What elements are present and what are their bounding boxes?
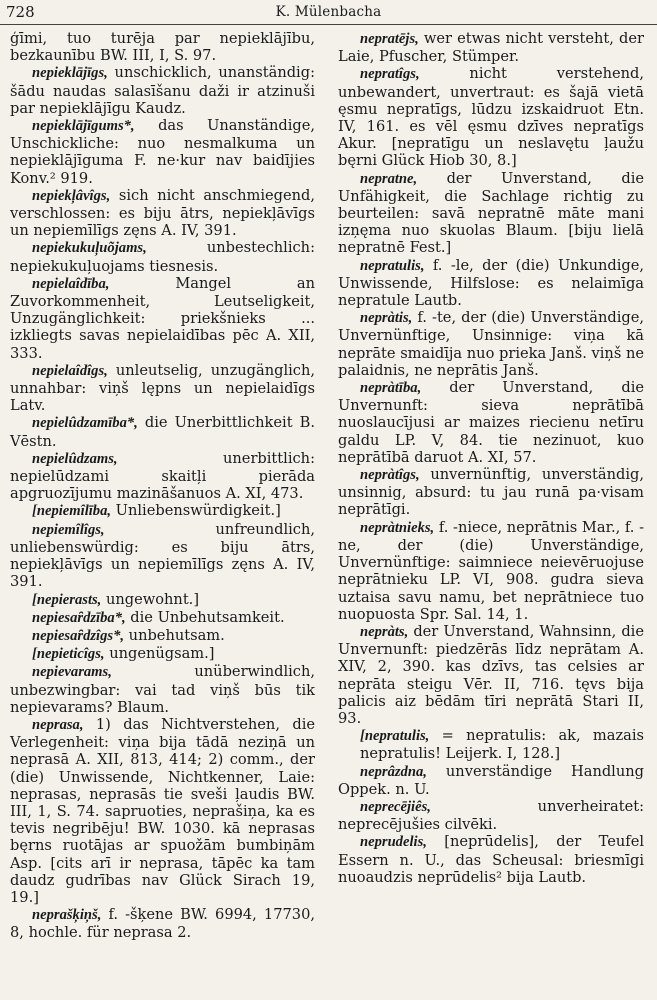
- dictionary-entry: [10, 609, 315, 627]
- entry-definition: der Unverstand, die Unfähigkeit, die Sachlage richtig zu beurteilen: savā nepratnē māte mani izņęma nuo skuolas Blaum. [biju lielā nepratnē Fest.]: [338, 169, 644, 257]
- dictionary-entry: [10, 117, 315, 187]
- page-number: 728: [6, 3, 35, 21]
- entry-headword: nepielûdzams,: [32, 450, 118, 467]
- entry-definition: unvernünftig, unverständig, unsinnig, absurd: tu jau runā pa·visam neprātīgi.: [338, 466, 644, 519]
- dictionary-entry: [338, 833, 644, 886]
- dictionary-entry: [10, 414, 315, 449]
- entry-headword: [nepratulis,: [360, 728, 430, 745]
- entry-headword: nepieklājīgums*,: [32, 118, 135, 135]
- dictionary-entry: [32, 591, 315, 609]
- entry-headword: [nepieticîgs,: [32, 646, 105, 663]
- entry-definition: = nepratulis: ak, mazais nepratulis! Leijerk. I, 128.]: [360, 727, 644, 763]
- dictionary-entry: [10, 663, 315, 716]
- entry-headword: nepievarams,: [32, 664, 112, 681]
- dictionary-entry: [10, 275, 315, 362]
- entry-definition: der Unverstand, die Unvernunft: sieva neprātībā nuoslaucījusi ar maizes riecienu netīru galdu LP. V, 84. tie nezinuot, kuo neprātībā daruot A. XI, 57.: [338, 379, 644, 466]
- entry-definition: die Unbehutsamkeit.: [125, 608, 285, 626]
- entry-headword: neprudelis,: [360, 834, 427, 851]
- entry-definition: unschicklich, unanständig: šādu naudas salasīšanu daži ir atzinuši par nepieklājīgu Kaudz.: [10, 64, 315, 117]
- entry-definition: f. -le, der (die) Unkundige, Unwissende, Hilfslose: es nelaimīga nepratule Lautb.: [338, 256, 644, 310]
- entry-headword: nepielaîdība,: [32, 275, 110, 292]
- dictionary-entry: [10, 716, 315, 906]
- entry-headword: nepiekukuļuõjams,: [32, 240, 147, 257]
- entry-definition: unüberwindlich, unbezwingbar: vai tad viņš būs tik nepievarams? Blaum.: [10, 663, 315, 716]
- dictionary-entry: [10, 450, 315, 503]
- entry-headword: nepratne,: [360, 170, 418, 187]
- entry-definition: nicht verstehend, unbewandert, unvertraut: es šajā vietā ęsmu nepratīgs, lūdzu izskaidruot Etn. IV, 161. es vēl ęsmu dzīves nepratīgs Akur. [nepratīgu un neslavętu ļaužu bęrni Glück Hiob 30, 8.]: [338, 65, 644, 170]
- dictionary-entry: [10, 30, 315, 64]
- page-header: [0, 0, 657, 25]
- entry-headword: neprasa,: [32, 716, 84, 733]
- dictionary-entry: [32, 502, 315, 520]
- entry-definition: unverheiratet: neprecējušies cilvēki.: [338, 797, 644, 834]
- entry-definition: [neprūdelis], der Teufel Essern n. U., das Scheusal: briesmīgi nuoaudzis neprūdelis² bija Lautb.: [338, 833, 644, 886]
- entry-definition: unfreundlich, unliebenswürdig: es biju ātrs, nepiekļāvīgs un nepiemīlīgs zęns A. IV, 391.: [10, 520, 315, 591]
- entry-definition: der Unverstand, Wahnsinn, die Unvernunft: piedzērās līdz neprātam A. XIV, 2, 390. kas dzīvs, tas celsies ar neprāta steigu Vēr. II, 716. tęvs bija palicis aiz bēdām tīri neprātā Stari II, 93.: [338, 622, 644, 727]
- dictionary-entry: [338, 763, 644, 798]
- dictionary-entry: [10, 521, 315, 591]
- entry-headword: nepràtība,: [360, 380, 422, 397]
- entry-headword: nepielaîdîgs,: [32, 362, 108, 379]
- dictionary-entry: [338, 379, 644, 466]
- dictionary-entry: [338, 466, 644, 519]
- dictionary-entry: [10, 906, 315, 941]
- entry-definition: f. -šķene BW. 6994, 17730, 8, hochle. für neprasa 2.: [10, 906, 315, 942]
- left-column: [10, 30, 315, 942]
- entry-headword: nepràtîgs,: [360, 467, 420, 484]
- entry-headword: [nepiemîlība,: [32, 503, 112, 520]
- dictionary-entry: [10, 627, 315, 645]
- entry-headword: nepratîgs,: [360, 66, 420, 83]
- dictionary-entry: [338, 257, 644, 310]
- right-column: [338, 30, 644, 886]
- entry-definition: Unliebenswürdigkeit.]: [111, 502, 281, 520]
- entry-headword: nepiemîlîgs,: [32, 521, 105, 538]
- entry-headword: [nepierasts,: [32, 591, 102, 608]
- dictionary-entry: [338, 519, 644, 623]
- entry-headword: nepielûdzamība*,: [32, 415, 138, 432]
- entry-headword: neprâzdna,: [360, 763, 427, 780]
- entry-definition: 1) das Nichtverstehen, die Verlegenheit: viņa bija tādā neziņā un neprasā A. XII, 813, 414; 2) comm., der (die) Unwissende, Nichtkenner, Laie: neprasas, neprasās tie sveši ļaudis BW. III, 1, S. 74. sapruoties, neprašiņa, ka es tevis negribēju! BW. 1030. kā neprasas bęrns ruotājas ar spuožām bumbiņām Asp. [cits arī ir neprasa, tāpēc ka tam daudz gudrības nav Glück Sirach 19, 19.]: [10, 715, 315, 906]
- entry-definition: ungewohnt.]: [101, 590, 200, 608]
- entry-headword: nepratulis,: [360, 257, 425, 274]
- dictionary-entry: [10, 239, 315, 274]
- dictionary-entry: [32, 645, 315, 663]
- entry-definition: f. -te, der (die) Unverständige, Unvernünftige, Unsinnige: viņa kā neprāte smaidīja nuo prieka Janš. viņš ne palaidnis, ne neprātis Janš.: [338, 309, 644, 379]
- entry-definition: Mangel an Zuvorkommenheit, Leutseligkeit, Unzugänglichkeit: priekšnieks ... izkliegts savas nepielaidības pēc A. XII, 333.: [10, 274, 315, 362]
- entry-definition: ģīmi, tuo turēja par nepieklājību, bezkaunību BW. III, I, S. 97.: [10, 30, 315, 65]
- entry-headword: nepràts,: [360, 623, 409, 640]
- dictionary-entry: [10, 64, 315, 117]
- entry-definition: das Unanständige, Unschickliche: nuo nesmalkuma un nepieklājīguma F. ne·kur nav baidījies Konv.² 919.: [10, 117, 315, 187]
- entry-headword: nepiesaȓdzîgs*,: [32, 627, 125, 644]
- entry-headword: neprecējiês,: [360, 798, 431, 815]
- entry-definition: die Unerbittlichkeit B. Vēstn.: [10, 414, 315, 450]
- entry-definition: unleutselig, unzugänglich, unnahbar: viņš lępns un nepielaidīgs Latv.: [10, 361, 315, 415]
- entry-headword: nepiesaȓdzība*,: [32, 609, 126, 626]
- dictionary-entry: [338, 65, 644, 169]
- entry-definition: unerbittlich: nepielūdzami skaitļi pierāda apgruozījumu mazināšanuos A. XI, 473.: [10, 449, 315, 503]
- running-title: K. Mülenbacha: [275, 4, 382, 20]
- dictionary-entry: [338, 623, 644, 727]
- entry-definition: unbehutsam.: [124, 626, 225, 644]
- dictionary-entry: [10, 187, 315, 240]
- dictionary-entry: [360, 727, 644, 762]
- entry-headword: nepieklājīgs,: [32, 65, 108, 82]
- dictionary-entry: [338, 309, 644, 379]
- entry-definition: unbestechlich: nepiekukuļuojams tiesnesis.: [10, 239, 315, 275]
- entry-definition: wer etwas nicht versteht, der Laie, Pfuscher, Stümper.: [338, 30, 644, 66]
- entry-definition: sich nicht anschmiegend, verschlossen: es biju ātrs, nepiekļāvīgs un nepiemīlīgs zęns A. IV, 391.: [10, 186, 315, 240]
- entry-headword: nepràtnieks,: [360, 519, 435, 536]
- entry-definition: f. -niece, neprātnis Mar., f. -ne, der (die) Unverständige, Unvernünftige: saimniece neievēruojuse neprātnieku LP. VI, 908. gudra sieva uztaisa savu namu, bet neprātniece tuo nuopuosta Spr. Sal. 14, 1.: [338, 518, 644, 623]
- dictionary-entry: [338, 170, 644, 257]
- entry-definition: unverständige Handlung Oppek. n. U.: [338, 762, 644, 798]
- dictionary-entry: [338, 30, 644, 65]
- entry-headword: nepratējs,: [360, 31, 419, 47]
- dictionary-entry: [10, 362, 315, 415]
- dictionary-entry: [338, 798, 644, 833]
- entry-headword: nepràtis,: [360, 310, 413, 327]
- entry-headword: neprašķiņš,: [32, 907, 102, 924]
- entry-definition: ungenügsam.]: [104, 645, 215, 663]
- entry-headword: nepiekļâvîgs,: [32, 187, 111, 204]
